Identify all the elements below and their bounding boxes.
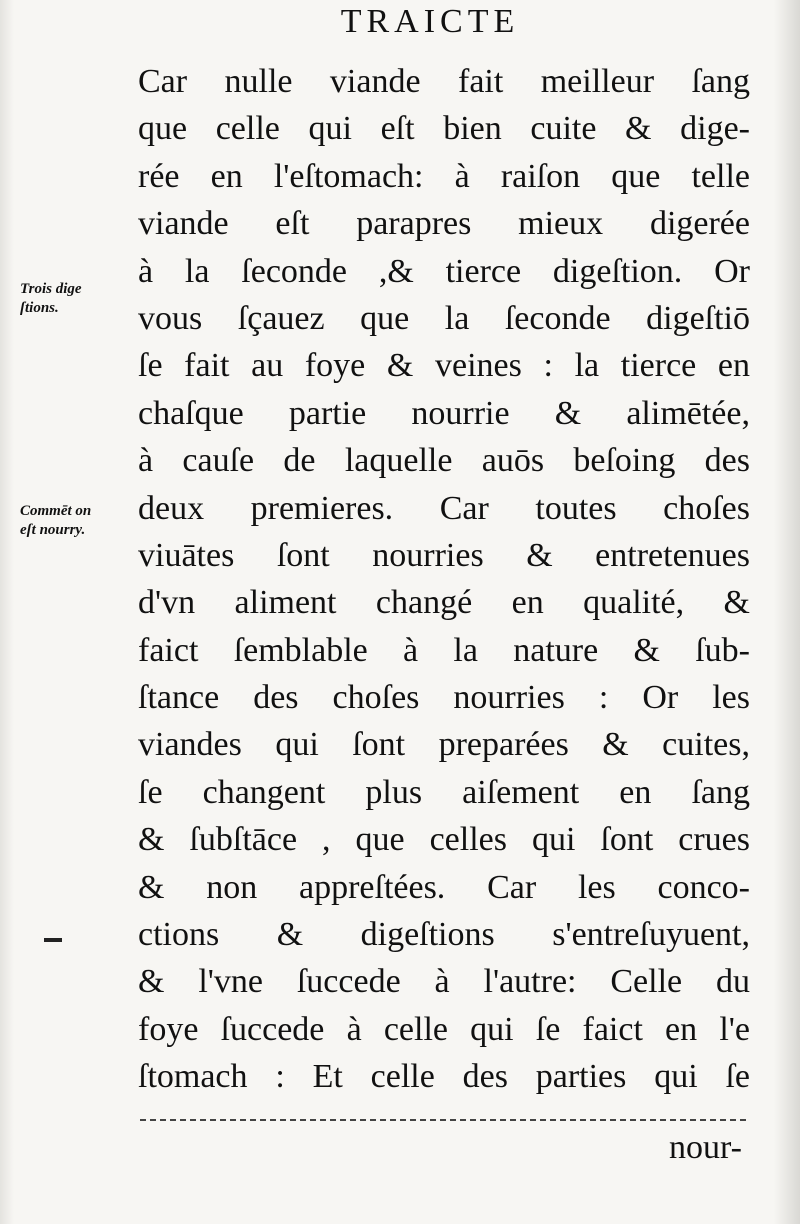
text-line: Car nulle viande fait meilleur ſang <box>138 63 750 100</box>
text-line: d'vn aliment changé en qualité, & <box>138 584 750 622</box>
text-line: chaſque partie nourrie & alimētée, <box>138 394 750 432</box>
margin-note <box>20 280 138 318</box>
text-line: ſe fait au foye & veines : la tierce en <box>138 347 750 385</box>
page-edge-shadow-right <box>774 0 800 1224</box>
margin-note-line: eſt nourry. <box>20 522 86 538</box>
text-line: ſtomach : Et celle des parties qui ſe <box>138 1058 750 1096</box>
text-line: deux premieres. Car toutes choſes <box>138 489 750 527</box>
catchword: nour- <box>669 1129 742 1166</box>
text-line: & ſubſtāce , que celles qui ſont crues <box>138 821 750 859</box>
text-line: ctions & digeſtions s'entreſuyuent, <box>138 916 750 954</box>
text-line: & non appreſtées. Car les conco- <box>138 868 750 906</box>
page-edge-shadow-left <box>0 0 14 1224</box>
marginal-dash-mark <box>44 938 62 942</box>
margin-note-line: ſtions. <box>20 300 59 316</box>
text-line: rée en l'eſtomach: à raiſon que telle <box>138 157 750 195</box>
text-line: foye ſuccede à celle qui ſe faict en l'e <box>138 1010 750 1048</box>
text-line: à la ſeconde ,& tierce digeſtion. Or <box>138 252 750 290</box>
text-line: & l'vne ſuccede à l'autre: Celle du <box>138 963 750 1001</box>
text-line: faict ſemblable à la nature & ſub- <box>138 631 750 669</box>
text-line: viuātes ſont nourries & entretenues <box>138 536 750 574</box>
running-head: TRAICTE <box>340 3 520 40</box>
text-line: vous ſçauez que la ſeconde digeſtiō <box>138 299 750 337</box>
text-line: à cauſe de laquelle auōs beſoing des <box>138 442 750 480</box>
text-line: ſe changent plus aiſement en ſang <box>138 773 750 811</box>
text-line: ſtance des choſes nourries : Or les <box>138 679 750 717</box>
body-text <box>138 58 750 1101</box>
margin-note-line: Commēt on <box>20 503 92 519</box>
margin-note <box>20 502 138 540</box>
margin-note-line: Trois dige <box>20 281 82 297</box>
underline-rule <box>140 1119 746 1121</box>
text-line: que celle qui eſt bien cuite & dige- <box>138 110 750 148</box>
text-line: viande eſt parapres mieux digerée <box>138 205 750 243</box>
text-line: viandes qui ſont preparées & cuites, <box>138 726 750 764</box>
